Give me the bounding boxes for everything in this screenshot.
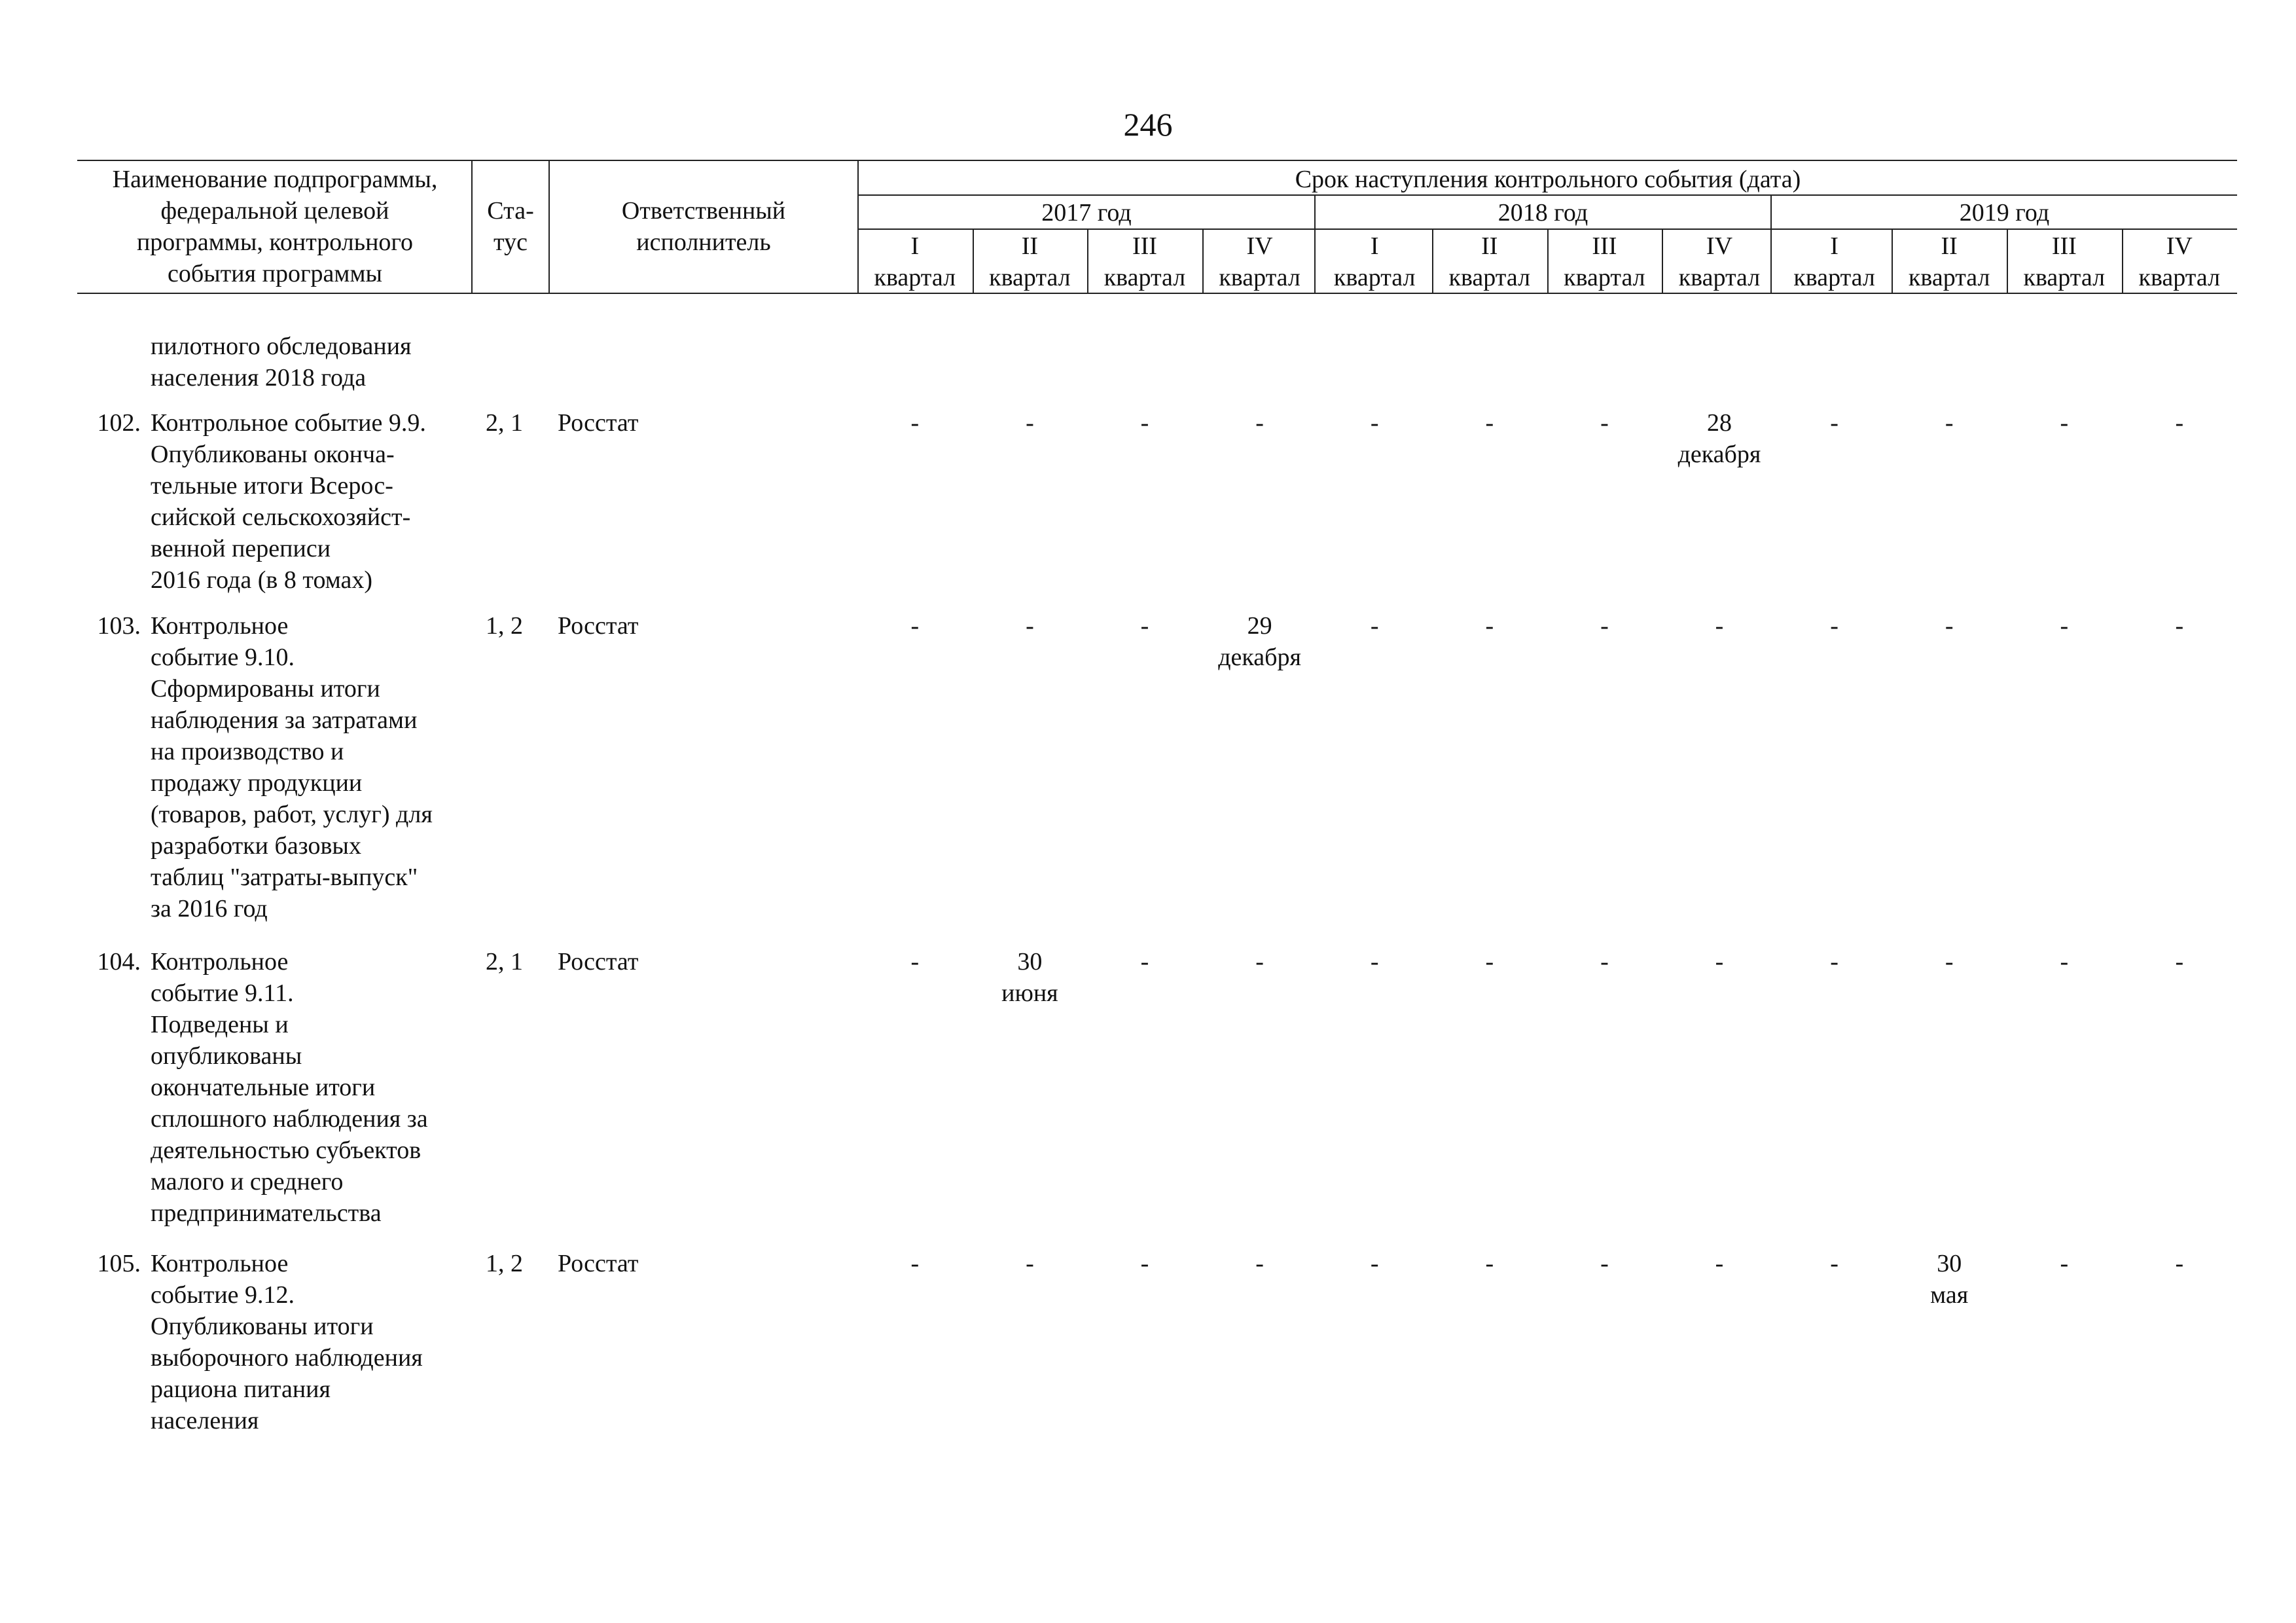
quarter-date-cell: -	[1830, 409, 1839, 437]
quarter-date-cell: 28 декабря	[1677, 409, 1761, 468]
quarter-label: квартал	[2138, 264, 2221, 291]
quarter-date-cell: -	[910, 1250, 920, 1277]
quarter-date-cell: -	[1255, 409, 1264, 437]
column-header-status: Ста- тус	[487, 197, 534, 256]
quarter-number: I	[910, 232, 920, 260]
year-header-2018: 2018 год	[1498, 199, 1588, 227]
quarter-date-cell: -	[1945, 948, 1954, 976]
quarter-date-cell: -	[1140, 612, 1149, 640]
quarter-date-cell: -	[1945, 409, 1954, 437]
row-number: 104.	[97, 948, 141, 976]
quarter-date-cell: -	[910, 409, 920, 437]
row-number: 105.	[97, 1250, 141, 1277]
year-header-2017: 2017 год	[1041, 199, 1132, 227]
executor: Росстат	[558, 948, 639, 976]
status: 2, 1	[486, 409, 523, 437]
column-header-name: Наименование подпрограммы, федеральной целевой программы, контрольного события программы	[112, 166, 438, 287]
quarter-date-cell: 30 июня	[1001, 948, 1058, 1007]
quarter-date-cell: -	[1140, 409, 1149, 437]
quarter-date-cell: -	[1370, 1250, 1379, 1277]
quarter-date-cell: -	[1600, 948, 1609, 976]
quarter-date-cell: -	[1600, 612, 1609, 640]
event-name: Контрольное событие 9.12. Опубликованы итоги выборочного наблюдения рациона питания населения	[151, 1250, 423, 1434]
quarter-date-cell: -	[1370, 948, 1379, 976]
quarter-label: квартал	[874, 264, 956, 291]
event-name: Контрольное событие 9.9. Опубликованы оконча- тельные итоги Всерос- сийской сельскохозяйст- венной переписи 2016 года (в 8 томах)	[151, 409, 426, 594]
quarter-date-cell: -	[2175, 1250, 2184, 1277]
executor: Росстат	[558, 612, 639, 640]
row-number: 102.	[97, 409, 141, 437]
quarter-label: квартал	[1678, 264, 1761, 291]
quarter-date-cell: -	[1370, 612, 1379, 640]
quarter-date-cell: -	[2175, 948, 2184, 976]
quarter-date-cell: -	[1026, 409, 1034, 437]
quarter-date-cell: -	[1600, 409, 1609, 437]
quarter-date-cell: -	[910, 612, 920, 640]
quarter-date-cell: -	[2060, 948, 2069, 976]
quarter-date-cell: -	[1140, 948, 1149, 976]
quarter-number: III	[1592, 232, 1617, 260]
quarter-date-cell: -	[1255, 1250, 1264, 1277]
quarter-date-cell: -	[2175, 409, 2184, 437]
quarter-number: II	[1941, 232, 1958, 260]
quarter-label: квартал	[1219, 264, 1300, 291]
quarter-label: квартал	[1908, 264, 1990, 291]
quarter-date-cell: 29 декабря	[1218, 612, 1301, 671]
year-header-2019: 2019 год	[1959, 199, 2050, 227]
quarter-label: квартал	[1793, 264, 1875, 291]
quarter-number: III	[2051, 232, 2077, 260]
quarter-number: II	[1021, 232, 1039, 260]
column-header-deadline: Срок наступления контрольного события (дата)	[1295, 166, 1801, 193]
quarter-date-cell: -	[1830, 1250, 1839, 1277]
quarter-label: квартал	[1333, 264, 1416, 291]
quarter-date-cell: -	[1026, 1250, 1034, 1277]
quarter-date-cell: -	[2175, 612, 2184, 640]
quarter-date-cell: -	[2060, 612, 2069, 640]
quarter-number: III	[1132, 232, 1157, 260]
quarter-date-cell: -	[1830, 612, 1839, 640]
quarter-date-cell: -	[1715, 1250, 1724, 1277]
quarter-date-cell: -	[1026, 612, 1034, 640]
status: 2, 1	[486, 948, 523, 976]
quarter-label: квартал	[2023, 264, 2106, 291]
quarter-label: квартал	[989, 264, 1071, 291]
quarter-label: квартал	[1103, 264, 1186, 291]
header-top-rule	[77, 160, 2237, 161]
quarter-number: II	[1481, 232, 1498, 260]
page-number: 246	[1123, 106, 1173, 143]
status: 1, 2	[486, 612, 523, 640]
quarter-number: I	[1830, 232, 1839, 260]
quarter-date-cell: -	[1945, 612, 1954, 640]
quarter-date-cell: -	[1485, 1250, 1494, 1277]
quarter-date-cell: -	[910, 948, 920, 976]
quarter-date-cell: -	[1485, 409, 1494, 437]
quarter-date-cell: -	[1485, 612, 1494, 640]
quarter-date-cell: -	[1715, 948, 1724, 976]
quarter-number: I	[1370, 232, 1379, 260]
quarter-number: IV	[1246, 232, 1273, 260]
quarter-date-cell: -	[1715, 612, 1724, 640]
quarter-date-cell: -	[1600, 1250, 1609, 1277]
event-name: Контрольное событие 9.11. Подведены и опубликованы окончательные итоги сплошного наблюдения за деятельностью субъектов малого и среднего предпринимательства	[151, 948, 428, 1227]
quarter-number: IV	[2166, 232, 2193, 260]
executor: Росстат	[558, 409, 639, 437]
event-name: Контрольное событие 9.10. Сформированы итоги наблюдения за затратами на производство и продажу продукции (товаров, работ, услуг) для разработки базовых таблиц "затраты-выпуск" за 2016 год	[151, 612, 433, 922]
executor: Росстат	[558, 1250, 639, 1277]
quarter-date-cell: -	[2060, 1250, 2069, 1277]
quarter-date-cell: -	[1830, 948, 1839, 976]
quarter-date-cell: -	[2060, 409, 2069, 437]
status: 1, 2	[486, 1250, 523, 1277]
quarter-date-cell: -	[1370, 409, 1379, 437]
quarter-date-cell: -	[1255, 948, 1264, 976]
row-number: 103.	[97, 612, 141, 640]
column-header-executor: Ответственный исполнитель	[621, 197, 786, 256]
quarter-date-cell: -	[1485, 948, 1494, 976]
quarter-date-cell: 30 мая	[1930, 1250, 1969, 1309]
continuation-text: пилотного обследования населения 2018 года	[151, 333, 412, 392]
quarter-label: квартал	[1448, 264, 1531, 291]
quarter-date-cell: -	[1140, 1250, 1149, 1277]
quarter-label: квартал	[1564, 264, 1645, 291]
quarter-number: IV	[1706, 232, 1733, 260]
